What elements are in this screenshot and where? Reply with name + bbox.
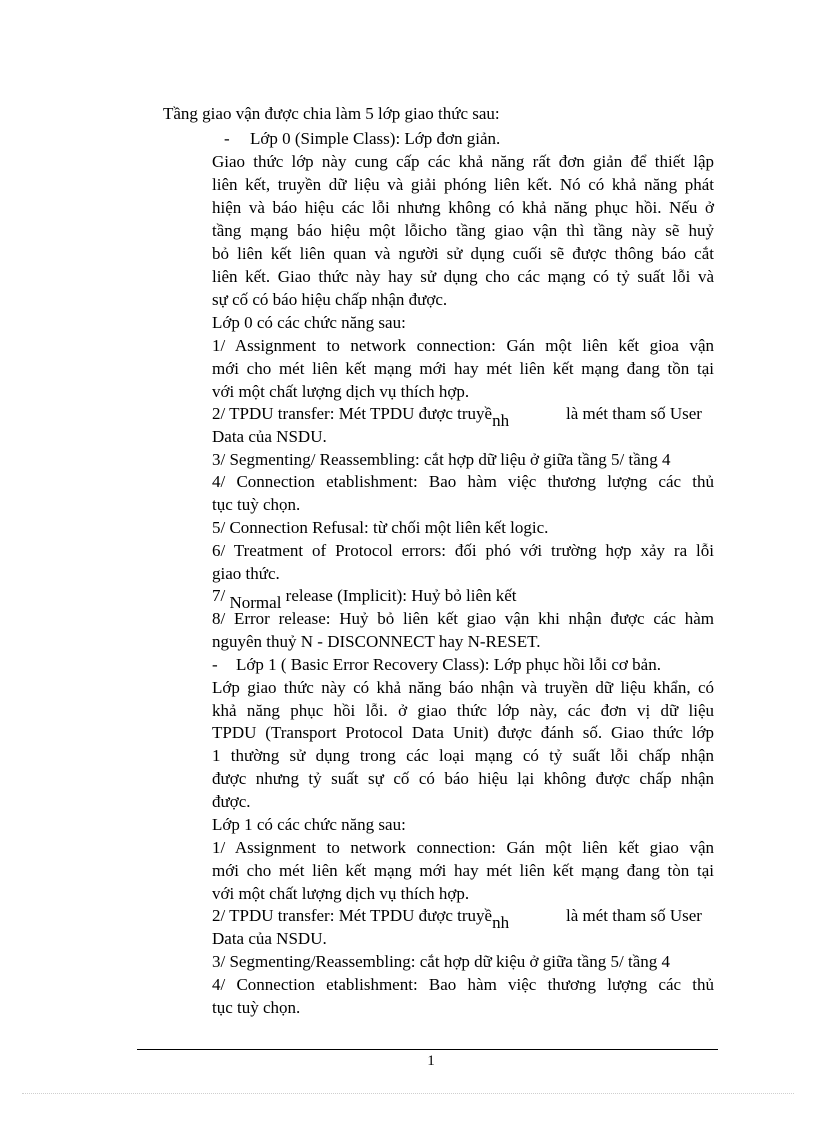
class1-para-line: 1 thường sử dụng trong các loại mạng có tỷ suất lỗi chấp nhận [212,746,714,765]
class0-f1-line: với một chất lượng dịch vụ thích hợp. [212,382,470,401]
class0-para-line: tầng mạng báo hiệu một lỗicho tầng giao vận thì tầng này sẽ huỷ [212,221,714,240]
class0-f1-line: mới cho mét liên kết mạng mới hay mét liên kết mạng đang tồn tại [212,359,714,378]
class1-f1-line: với một chất lượng dịch vụ thích hợp. [212,884,470,903]
class1-f3: 3/ Segmenting/Reassembling: cắt hợp dữ kiệu ở giữa tầng 5/ tầng 4 [212,952,671,971]
class0-para-line: hiện và báo hiệu các lỗi nhưng không có khả năng phục hồi. Nếu ở [212,198,714,217]
class1-f2-line1 [212,906,510,932]
class0-f2-subscript: nh [492,411,510,430]
class0-f2-line2: Data của NSDU. [212,427,327,446]
class0-para-line: liên kết. Giao thức này hay sử dụng cho các mạng có tỷ suất lỗi và [212,267,714,286]
class0-f6-line: giao thức. [212,564,280,583]
footer-rule [137,1049,718,1050]
page-number: 1 [427,1053,435,1069]
class0-f8-line: 8/ Error release: Huỷ bỏ liên kết giao vận khi nhận được các hàm [212,609,714,628]
class1-para-line: được nhưng tỷ suất sự cố có báo hiệu lại không được chấp nhận [212,769,714,788]
class0-f5: 5/ Connection Refusal: từ chối một liên kết logic. [212,518,549,537]
class1-f1-line: mới cho mét liên kết mạng mới hay mét liên kết mạng đang tòn tại [212,861,714,880]
class1-para-line: khả năng phục hồi lỗi. ở giao thức lớp này, các đơn vị dữ liệu [212,701,714,720]
class0-f7-text-a: 7/ [212,586,226,605]
class0-f3: 3/ Segmenting/ Reassembling: cắt hợp dữ liệu ở giữa tầng 5/ tầng 4 [212,450,671,469]
class1-para-line: được. [212,792,251,811]
class1-para-line: TPDU (Transport Protocol Data Unit) được đánh số. Giao thức lớp [212,723,714,742]
class0-f7-subscript: Normal [229,593,282,612]
class0-f2-text-a: 2/ TPDU transfer: Mét TPDU được truyề [212,404,493,423]
page-bottom-dotted-line [22,1093,794,1094]
class0-f4-line: tục tuỳ chọn. [212,495,301,514]
class0-para-line: sự cố có báo hiệu chấp nhận được. [212,290,448,309]
intro-text: Tầng giao vận được chia làm 5 lớp giao thức sau: [163,104,500,123]
class1-para-line: Lớp giao thức này có khả năng báo nhận và truyền dữ liệu khẩn, có [212,678,714,697]
class0-functions-title: Lớp 0 có các chức năng sau: [212,313,406,332]
class0-f6-line: 6/ Treatment of Protocol errors: đối phó với trường hợp xảy ra lỗi [212,541,714,560]
class1-f1-line: 1/ Assignment to network connection: Gán một liên kết giao vận [212,838,714,857]
class0-f7-text-b: release (Implicit): Huỷ bỏ liên kết [285,586,517,605]
class1-heading: Lớp 1 ( Basic Error Recovery Class): Lớp phục hồi lỗi cơ bản. [236,655,661,674]
bullet-dash: - [224,129,230,148]
class0-heading: Lớp 0 (Simple Class): Lớp đơn giản. [250,129,501,148]
class0-para-line: liên kết, truyền dữ liệu và giải phóng liên kết. Nó có khả năng phát [212,175,714,194]
class1-f4-line: tục tuỳ chọn. [212,998,301,1017]
class0-para-line: bỏ liên kết liên quan và người sử dụng cuối sẽ được thông báo cắt [212,244,714,263]
class1-functions-title: Lớp 1 có các chức năng sau: [212,815,406,834]
class1-f2-text-a: 2/ TPDU transfer: Mét TPDU được truyề [212,906,493,925]
class0-f2-line1 [212,404,510,430]
class1-f2-subscript: nh [492,913,510,932]
class1-f2-text-b: là mét tham số User [566,906,702,925]
class0-f8-line: nguyên thuỷ N - DISCONNECT hay N-RESET. [212,632,541,651]
class1-f4-line: 4/ Connection etablishment: Bao hàm việc thương lượng các thủ [212,975,714,994]
class1-f2-line2: Data của NSDU. [212,929,327,948]
class0-f1-line: 1/ Assignment to network connection: Gán một liên kết gioa vận [212,336,714,355]
bullet-dash: - [212,655,218,674]
class0-f7 [212,586,517,612]
class0-f4-line: 4/ Connection etablishment: Bao hàm việc thương lượng các thủ [212,472,714,491]
class0-f2-text-b: là mét tham số User [566,404,702,423]
class0-para-line: Giao thức lớp này cung cấp các khả năng rất đơn giản để thiết lập [212,152,714,171]
